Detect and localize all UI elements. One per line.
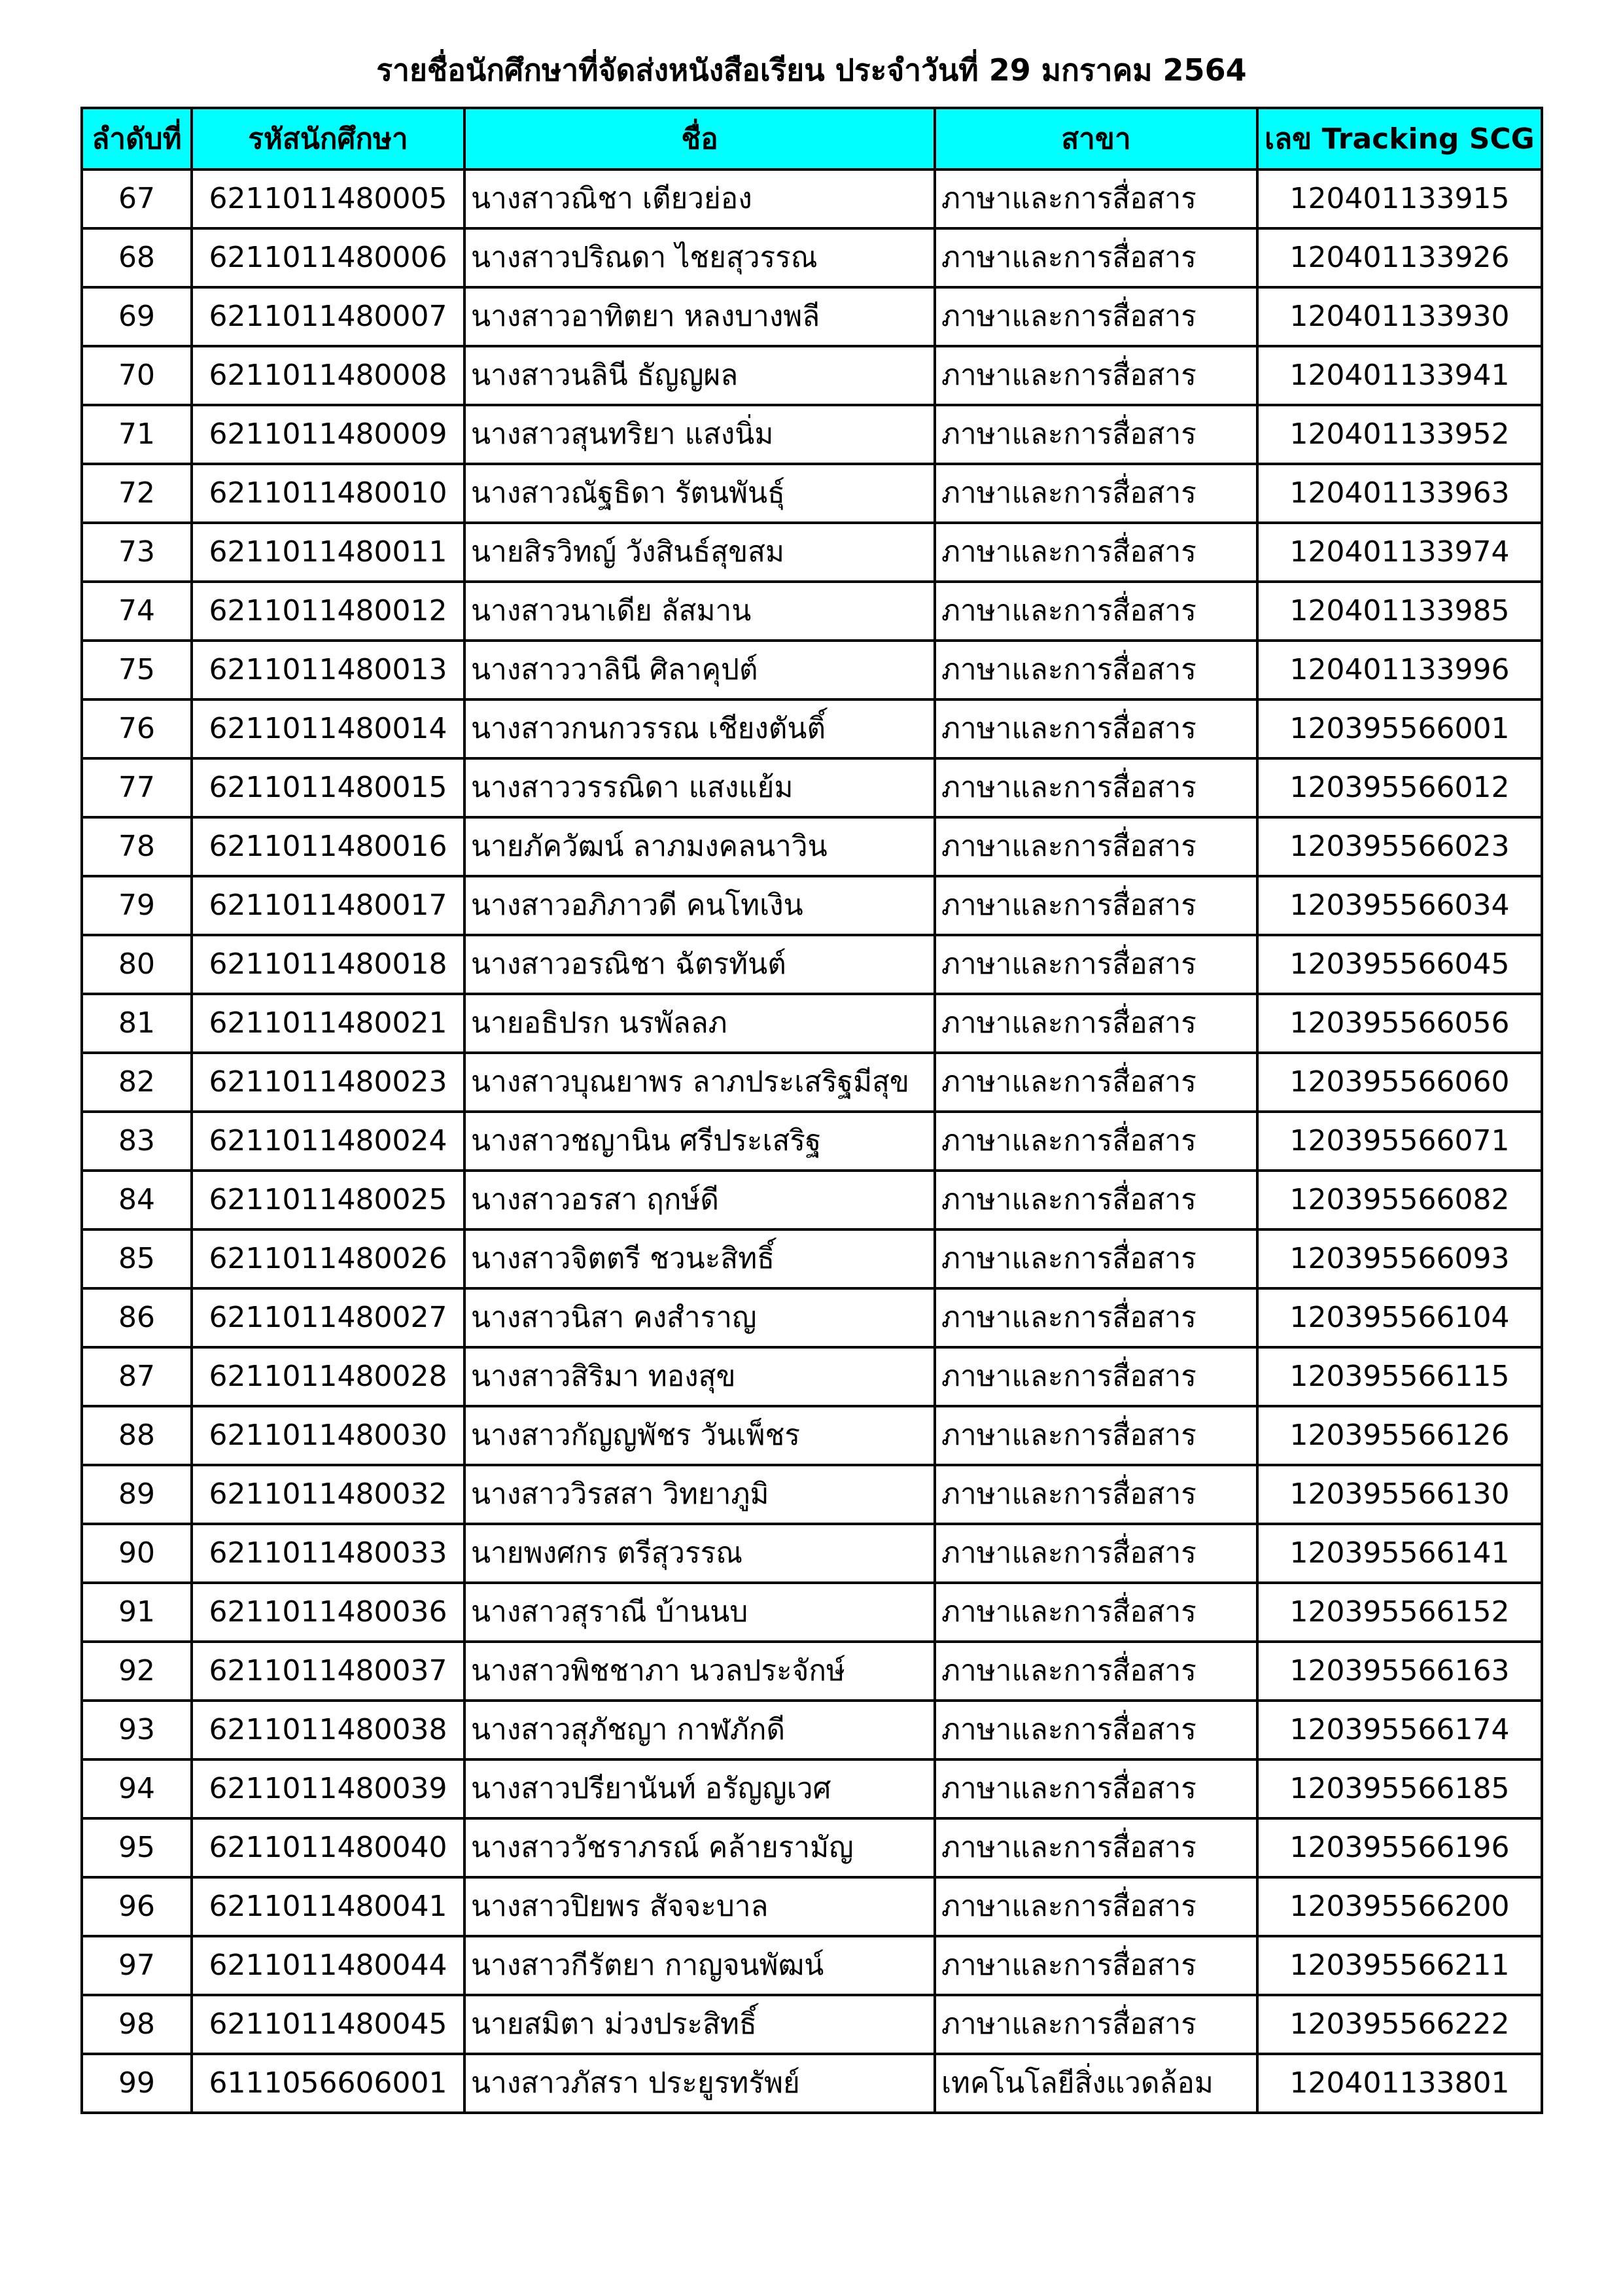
student-name-cell: นางสาวภัสรา ประยูรทรัพย์ [464,2054,935,2113]
major-cell: ภาษาและการสื่อสาร [935,817,1257,876]
tracking-number-cell: 120395566222 [1257,1995,1542,2054]
student-name-cell: นางสาวกัญญพัชร วันเพ็ชร [464,1406,935,1465]
table-header [82,108,1542,169]
student-id-cell: 6211011480011 [192,523,464,582]
header-tracking: เลข Tracking SCG [1257,108,1542,169]
row-number: 84 [82,1171,192,1229]
row-number: 96 [82,1877,192,1936]
student-name-cell: นางสาวอรณิชา ฉัตรทันต์ [464,935,935,994]
student-name-cell: นางสาวจิตตรี ชวนะสิทธิ์ [464,1229,935,1288]
table-row [82,1759,1542,1818]
student-id-cell: 6211011480032 [192,1465,464,1524]
student-name-cell: นางสาววาลินี ศิลาคุปต์ [464,641,935,699]
major-cell: ภาษาและการสื่อสาร [935,641,1257,699]
row-number: 68 [82,228,192,287]
major-cell: ภาษาและการสื่อสาร [935,1759,1257,1818]
table-row [82,228,1542,287]
row-number: 89 [82,1465,192,1524]
table-row [82,2054,1542,2113]
student-id-cell: 6211011480041 [192,1877,464,1936]
student-id-cell: 6211011480026 [192,1229,464,1288]
major-cell: ภาษาและการสื่อสาร [935,699,1257,758]
major-cell: ภาษาและการสื่อสาร [935,1524,1257,1583]
major-cell: ภาษาและการสื่อสาร [935,1995,1257,2054]
student-name-cell: นางสาวสุภัชญา กาฬภักดี [464,1701,935,1759]
tracking-number-cell: 120395566174 [1257,1701,1542,1759]
tracking-number-cell: 120401133926 [1257,228,1542,287]
major-cell: ภาษาและการสื่อสาร [935,1112,1257,1171]
student-name-cell: นางสาวนลินี ธัญญผล [464,346,935,405]
table-row [82,935,1542,994]
major-cell: ภาษาและการสื่อสาร [935,405,1257,464]
tracking-number-cell: 120395566130 [1257,1465,1542,1524]
page-title: รายชื่อนักศึกษาที่จัดส่งหนังสือเรียน ประจำวันที่ 29 มกราคม 2564 [376,52,1247,88]
table-row [82,1053,1542,1112]
major-cell: ภาษาและการสื่อสาร [935,1406,1257,1465]
table-row [82,582,1542,641]
student-name-cell: นางสาวชญานิน ศรีประเสริฐ [464,1112,935,1171]
row-number: 75 [82,641,192,699]
student-id-cell: 6111056606001 [192,2054,464,2113]
row-number: 92 [82,1642,192,1701]
student-id-cell: 6211011480028 [192,1347,464,1406]
student-name-cell: นายอธิปรก นรพัลลภ [464,994,935,1053]
student-id-cell: 6211011480016 [192,817,464,876]
major-cell: ภาษาและการสื่อสาร [935,1701,1257,1759]
student-id-cell: 6211011480030 [192,1406,464,1465]
major-cell: ภาษาและการสื่อสาร [935,464,1257,523]
student-id-cell: 6211011480044 [192,1936,464,1995]
tracking-number-cell: 120401133930 [1257,287,1542,346]
tracking-number-cell: 120395566163 [1257,1642,1542,1701]
major-cell: ภาษาและการสื่อสาร [935,523,1257,582]
major-cell: ภาษาและการสื่อสาร [935,994,1257,1053]
table-row [82,758,1542,817]
student-name-cell: นางสาวณัฐธิดา รัตนพันธุ์ [464,464,935,523]
row-number: 87 [82,1347,192,1406]
student-id-cell: 6211011480005 [192,169,464,228]
row-number: 80 [82,935,192,994]
table-row [82,464,1542,523]
table-row [82,1171,1542,1229]
student-name-cell: นางสาวสุนทริยา แสงนิ่ม [464,405,935,464]
row-number: 73 [82,523,192,582]
student-name-cell: นายภัควัฒน์ ลาภมงคลนาวิน [464,817,935,876]
student-id-cell: 6211011480037 [192,1642,464,1701]
student-id-cell: 6211011480036 [192,1583,464,1642]
table-row [82,1642,1542,1701]
tracking-number-cell: 120401133915 [1257,169,1542,228]
tracking-number-cell: 120395566185 [1257,1759,1542,1818]
row-number: 79 [82,876,192,935]
student-id-cell: 6211011480024 [192,1112,464,1171]
table-row [82,1406,1542,1465]
row-number: 81 [82,994,192,1053]
major-cell: ภาษาและการสื่อสาร [935,1171,1257,1229]
major-cell: ภาษาและการสื่อสาร [935,1347,1257,1406]
header-student-id: รหัสนักศึกษา [192,108,464,169]
row-number: 72 [82,464,192,523]
student-name-cell: นายสมิตา ม่วงประสิทธิ์ [464,1995,935,2054]
header-major: สาขา [935,108,1257,169]
student-name-cell: นางสาวนาเดีย ลัสมาน [464,582,935,641]
major-cell: ภาษาและการสื่อสาร [935,346,1257,405]
table-row [82,1288,1542,1347]
student-id-cell: 6211011480038 [192,1701,464,1759]
student-name-cell: นางสาวบุณยาพร ลาภประเสริฐมีสุข [464,1053,935,1112]
row-number: 93 [82,1701,192,1759]
row-number: 94 [82,1759,192,1818]
tracking-number-cell: 120395566060 [1257,1053,1542,1112]
header-row [82,108,1542,169]
student-name-cell: นางสาวณิชา เตียวย่อง [464,169,935,228]
row-number: 88 [82,1406,192,1465]
major-cell: เทคโนโลยีสิ่งแวดล้อม [935,2054,1257,2113]
student-name-cell: นางสาวปริณดา ไชยสุวรรณ [464,228,935,287]
tracking-number-cell: 120395566045 [1257,935,1542,994]
major-cell: ภาษาและการสื่อสาร [935,1465,1257,1524]
tracking-number-cell: 120401133985 [1257,582,1542,641]
student-id-cell: 6211011480013 [192,641,464,699]
row-number: 95 [82,1818,192,1877]
student-name-cell: นางสาวปิยพร สัจจะบาล [464,1877,935,1936]
row-number: 86 [82,1288,192,1347]
tracking-number-cell: 120395566093 [1257,1229,1542,1288]
student-id-cell: 6211011480045 [192,1995,464,2054]
major-cell: ภาษาและการสื่อสาร [935,1229,1257,1288]
table-row [82,346,1542,405]
tracking-number-cell: 120395566034 [1257,876,1542,935]
tracking-number-cell: 120401133801 [1257,2054,1542,2113]
student-id-cell: 6211011480023 [192,1053,464,1112]
table-row [82,1818,1542,1877]
table-row [82,876,1542,935]
tracking-number-cell: 120395566071 [1257,1112,1542,1171]
student-id-cell: 6211011480040 [192,1818,464,1877]
row-number: 76 [82,699,192,758]
student-name-cell: นางสาวกนกวรรณ เชียงตันติ์ [464,699,935,758]
row-number: 98 [82,1995,192,2054]
tracking-number-cell: 120401133963 [1257,464,1542,523]
student-name-cell: นายสิรวิทญ์ วังสินธ์สุขสม [464,523,935,582]
tracking-number-cell: 120395566141 [1257,1524,1542,1583]
table-row [82,523,1542,582]
table-row [82,1112,1542,1171]
table-row [82,1465,1542,1524]
row-number: 74 [82,582,192,641]
tracking-number-cell: 120401133952 [1257,405,1542,464]
student-id-cell: 6211011480012 [192,582,464,641]
row-number: 97 [82,1936,192,1995]
row-number: 71 [82,405,192,464]
table-row [82,1347,1542,1406]
row-number: 99 [82,2054,192,2113]
major-cell: ภาษาและการสื่อสาร [935,1936,1257,1995]
student-name-cell: นางสาวพิชชาภา นวลประจักษ์ [464,1642,935,1701]
student-id-cell: 6211011480010 [192,464,464,523]
major-cell: ภาษาและการสื่อสาร [935,287,1257,346]
tracking-number-cell: 120395566082 [1257,1171,1542,1229]
major-cell: ภาษาและการสื่อสาร [935,1818,1257,1877]
row-number: 83 [82,1112,192,1171]
student-name-cell: นางสาววิรสสา วิทยาภูมิ [464,1465,935,1524]
major-cell: ภาษาและการสื่อสาร [935,876,1257,935]
student-id-cell: 6211011480017 [192,876,464,935]
major-cell: ภาษาและการสื่อสาร [935,1642,1257,1701]
table-row [82,817,1542,876]
student-name-cell: นางสาวนิสา คงสำราญ [464,1288,935,1347]
major-cell: ภาษาและการสื่อสาร [935,1288,1257,1347]
student-id-cell: 6211011480015 [192,758,464,817]
student-id-cell: 6211011480007 [192,287,464,346]
student-id-cell: 6211011480033 [192,1524,464,1583]
tracking-number-cell: 120395566056 [1257,994,1542,1053]
table-row [82,699,1542,758]
table-row [82,169,1542,228]
student-id-cell: 6211011480039 [192,1759,464,1818]
student-name-cell: นางสาวอภิภาวดี คนโทเงิน [464,876,935,935]
major-cell: ภาษาและการสื่อสาร [935,169,1257,228]
shipment-table [80,107,1543,2114]
table-row [82,1936,1542,1995]
table-row [82,1583,1542,1642]
table-row [82,1229,1542,1288]
table-row [82,641,1542,699]
student-id-cell: 6211011480018 [192,935,464,994]
row-number: 77 [82,758,192,817]
table-body [82,169,1542,2113]
student-name-cell: นางสาวอาทิตยา หลงบางพลี [464,287,935,346]
student-id-cell: 6211011480009 [192,405,464,464]
student-id-cell: 6211011480021 [192,994,464,1053]
table-row [82,405,1542,464]
major-cell: ภาษาและการสื่อสาร [935,582,1257,641]
major-cell: ภาษาและการสื่อสาร [935,1583,1257,1642]
table-row [82,1524,1542,1583]
major-cell: ภาษาและการสื่อสาร [935,935,1257,994]
student-id-cell: 6211011480025 [192,1171,464,1229]
row-number: 70 [82,346,192,405]
student-name-cell: นางสาวสุราณี บ้านนบ [464,1583,935,1642]
major-cell: ภาษาและการสื่อสาร [935,1877,1257,1936]
student-name-cell: นางสาววรรณิดา แสงแย้ม [464,758,935,817]
tracking-number-cell: 120401133941 [1257,346,1542,405]
table-row [82,1877,1542,1936]
student-name-cell: นางสาววัชราภรณ์ คล้ายรามัญ [464,1818,935,1877]
tracking-number-cell: 120401133974 [1257,523,1542,582]
row-number: 90 [82,1524,192,1583]
tracking-number-cell: 120401133996 [1257,641,1542,699]
tracking-number-cell: 120395566115 [1257,1347,1542,1406]
row-number: 85 [82,1229,192,1288]
student-name-cell: นางสาวอรสา ฤกษ์ดี [464,1171,935,1229]
tracking-number-cell: 120395566012 [1257,758,1542,817]
table-row [82,1701,1542,1759]
major-cell: ภาษาและการสื่อสาร [935,758,1257,817]
student-id-cell: 6211011480006 [192,228,464,287]
row-number: 69 [82,287,192,346]
student-id-cell: 6211011480027 [192,1288,464,1347]
student-name-cell: นางสาวสิริมา ทองสุข [464,1347,935,1406]
row-number: 78 [82,817,192,876]
major-cell: ภาษาและการสื่อสาร [935,1053,1257,1112]
row-number: 82 [82,1053,192,1112]
tracking-number-cell: 120395566196 [1257,1818,1542,1877]
major-cell: ภาษาและการสื่อสาร [935,228,1257,287]
table-row [82,287,1542,346]
tracking-number-cell: 120395566023 [1257,817,1542,876]
table-row [82,994,1542,1053]
student-id-cell: 6211011480014 [192,699,464,758]
tracking-number-cell: 120395566126 [1257,1406,1542,1465]
row-number: 91 [82,1583,192,1642]
table-row [82,1995,1542,2054]
tracking-number-cell: 120395566200 [1257,1877,1542,1936]
student-name-cell: นายพงศกร ตรีสุวรรณ [464,1524,935,1583]
student-name-cell: นางสาวกีรัตยา กาญจนพัฒน์ [464,1936,935,1995]
header-no: ลำดับที่ [82,108,192,169]
student-id-cell: 6211011480008 [192,346,464,405]
tracking-number-cell: 120395566001 [1257,699,1542,758]
tracking-number-cell: 120395566104 [1257,1288,1542,1347]
student-name-cell: นางสาวปรียานันท์ อรัญญเวศ [464,1759,935,1818]
row-number: 67 [82,169,192,228]
tracking-number-cell: 120395566152 [1257,1583,1542,1642]
header-name: ชื่อ [464,108,935,169]
tracking-number-cell: 120395566211 [1257,1936,1542,1995]
